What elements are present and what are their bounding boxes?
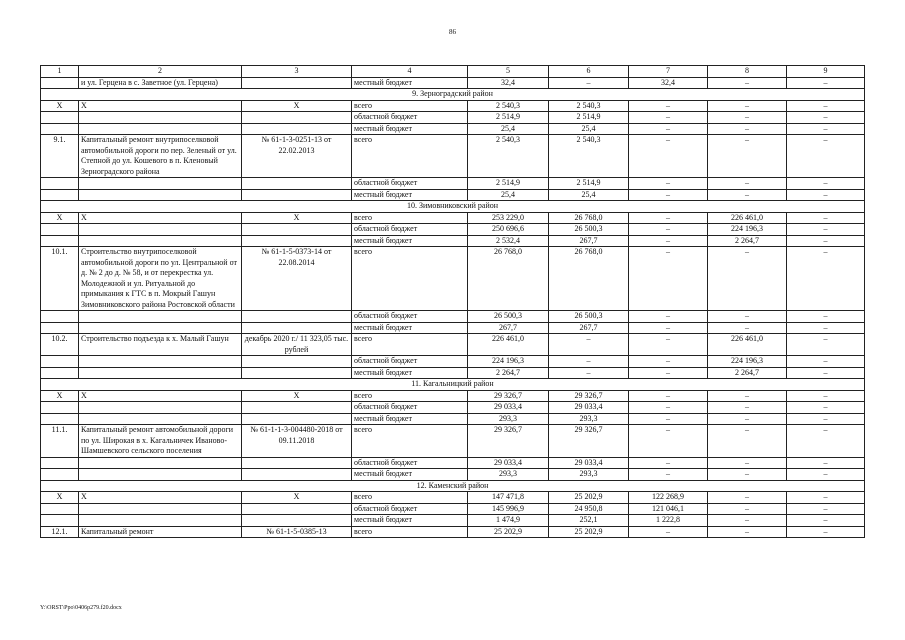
table-cell: № 61-1-5-0373-14 от 22.08.2014 <box>242 247 352 311</box>
table-cell <box>41 123 79 135</box>
table-cell: – <box>708 311 787 323</box>
table-cell <box>242 189 352 201</box>
table-cell: 25,4 <box>468 189 549 201</box>
table-cell: – <box>549 77 629 89</box>
table-cell: 293,3 <box>549 469 629 481</box>
table-cell <box>79 322 242 334</box>
table-cell: 32,4 <box>629 77 708 89</box>
table-cell: Строительство подъезда к х. Малый Гашун <box>79 334 242 356</box>
table-row <box>41 189 865 201</box>
table-cell: – <box>708 100 787 112</box>
table-row <box>41 77 865 89</box>
table-row <box>41 503 865 515</box>
table-cell: – <box>787 334 865 356</box>
table-cell: – <box>549 367 629 379</box>
table-cell: областной бюджет <box>352 224 468 236</box>
table-cell: – <box>787 390 865 402</box>
table-cell: 25 202,9 <box>468 526 549 538</box>
table-cell <box>242 413 352 425</box>
column-header: 4 <box>352 66 468 78</box>
table-row <box>41 247 865 311</box>
table-cell <box>41 367 79 379</box>
table-row <box>41 224 865 236</box>
table-cell: 9.1. <box>41 135 79 178</box>
file-path: Y:\ORST\Ppo\0406p279.f20.docx <box>40 605 122 611</box>
table-cell <box>242 402 352 414</box>
table-cell: – <box>787 311 865 323</box>
table-cell: – <box>629 402 708 414</box>
table-cell: – <box>629 356 708 368</box>
table-cell: – <box>708 178 787 190</box>
table-cell: – <box>629 425 708 458</box>
table-cell: – <box>787 503 865 515</box>
section-row <box>41 379 865 391</box>
table-cell <box>79 402 242 414</box>
table-cell <box>41 112 79 124</box>
table-cell: областной бюджет <box>352 178 468 190</box>
column-header: 1 <box>41 66 79 78</box>
table-cell: 2 514,9 <box>549 112 629 124</box>
table-cell: 26 768,0 <box>549 247 629 311</box>
table-cell: – <box>787 356 865 368</box>
table-cell: – <box>787 425 865 458</box>
table-cell: областной бюджет <box>352 503 468 515</box>
table-cell: – <box>787 224 865 236</box>
table-cell: № 61-1-3-0251-13 от 22.02.2013 <box>242 135 352 178</box>
table-cell: 250 696,6 <box>468 224 549 236</box>
table-cell: – <box>787 100 865 112</box>
table-cell: областной бюджет <box>352 356 468 368</box>
table-cell: – <box>629 413 708 425</box>
table-cell: Х <box>79 390 242 402</box>
table-cell: – <box>629 100 708 112</box>
table-cell <box>41 413 79 425</box>
table-cell: Х <box>41 390 79 402</box>
table-cell: 1 474,9 <box>468 515 549 527</box>
table-cell: – <box>787 178 865 190</box>
table-cell: 26 500,3 <box>468 311 549 323</box>
table-cell: 29 033,4 <box>549 457 629 469</box>
table-cell: 224 196,3 <box>468 356 549 368</box>
table-cell: областной бюджет <box>352 402 468 414</box>
section-title: 11. Кагальницкий район <box>41 379 865 391</box>
table-cell: 226 461,0 <box>708 334 787 356</box>
column-header: 6 <box>549 66 629 78</box>
table-cell: 2 540,3 <box>468 135 549 178</box>
table-cell <box>41 503 79 515</box>
table-cell: 29 033,4 <box>468 402 549 414</box>
table-row <box>41 212 865 224</box>
section-title: 9. Зерноградский район <box>41 89 865 101</box>
table-row <box>41 492 865 504</box>
table-cell: Х <box>242 492 352 504</box>
table-cell: – <box>787 235 865 247</box>
table-cell <box>41 457 79 469</box>
table-cell <box>242 77 352 89</box>
table-row <box>41 135 865 178</box>
table-cell: – <box>629 235 708 247</box>
table-cell: – <box>787 413 865 425</box>
table-cell: 10.2. <box>41 334 79 356</box>
table-cell: 226 461,0 <box>708 212 787 224</box>
table-cell: 26 500,3 <box>549 311 629 323</box>
table-cell: – <box>629 367 708 379</box>
table-cell <box>41 77 79 89</box>
table-cell: всего <box>352 492 468 504</box>
table-cell: 147 471,8 <box>468 492 549 504</box>
table-cell: всего <box>352 100 468 112</box>
budget-table <box>40 65 865 538</box>
table-cell: Капитальный ремонт внутрипоселковой автомобильной дороги по пер. Зеленый от ул. Степной до ул. Кошевого в п. Кленовый Зерноградского района <box>79 135 242 178</box>
table-cell <box>79 457 242 469</box>
table-cell: – <box>708 135 787 178</box>
table-cell: – <box>708 413 787 425</box>
table-cell <box>242 457 352 469</box>
table-cell: 2 540,3 <box>549 135 629 178</box>
table-cell <box>79 178 242 190</box>
table-cell: всего <box>352 425 468 458</box>
table-cell: 25,4 <box>468 123 549 135</box>
table-cell <box>242 367 352 379</box>
table-row <box>41 235 865 247</box>
table-cell: всего <box>352 212 468 224</box>
table-cell <box>79 356 242 368</box>
table-cell: – <box>708 425 787 458</box>
table-cell: – <box>629 322 708 334</box>
table-cell <box>79 112 242 124</box>
table-cell: – <box>787 77 865 89</box>
table-cell: – <box>629 189 708 201</box>
table-row <box>41 334 865 356</box>
table-cell: – <box>629 112 708 124</box>
table-cell: всего <box>352 526 468 538</box>
table-cell: 29 326,7 <box>468 425 549 458</box>
table-cell: № 61-1-5-0385-13 <box>242 526 352 538</box>
table-cell: 29 033,4 <box>549 402 629 414</box>
table-cell: местный бюджет <box>352 413 468 425</box>
table-cell: – <box>787 402 865 414</box>
table-cell: 25,4 <box>549 123 629 135</box>
table-cell <box>79 367 242 379</box>
table-cell <box>41 322 79 334</box>
table-cell: – <box>787 212 865 224</box>
table-cell: 29 033,4 <box>468 457 549 469</box>
table-cell: 25 202,9 <box>549 526 629 538</box>
table-cell: – <box>629 135 708 178</box>
table-cell <box>41 311 79 323</box>
table-cell: – <box>708 322 787 334</box>
table-cell: всего <box>352 247 468 311</box>
table-cell: 11.1. <box>41 425 79 458</box>
table-cell <box>242 469 352 481</box>
table-cell <box>79 413 242 425</box>
table-cell: – <box>629 334 708 356</box>
table-cell: 2 264,7 <box>708 367 787 379</box>
table-cell <box>242 515 352 527</box>
table-cell: – <box>708 123 787 135</box>
table-cell: – <box>708 469 787 481</box>
table-row <box>41 367 865 379</box>
table-cell: – <box>629 224 708 236</box>
table-cell: Х <box>41 212 79 224</box>
table-cell: – <box>629 469 708 481</box>
table-row <box>41 322 865 334</box>
table-cell: 26 768,0 <box>549 212 629 224</box>
table-cell: 253 229,0 <box>468 212 549 224</box>
table-cell: Х <box>242 212 352 224</box>
table-cell: 252,1 <box>549 515 629 527</box>
table-cell: 24 950,8 <box>549 503 629 515</box>
table-cell: 2 514,9 <box>549 178 629 190</box>
table-cell: местный бюджет <box>352 123 468 135</box>
table-cell <box>79 189 242 201</box>
table-row <box>41 425 865 458</box>
table-cell <box>79 224 242 236</box>
table-row <box>41 178 865 190</box>
table-cell <box>242 356 352 368</box>
table-row <box>41 123 865 135</box>
table-cell: 293,3 <box>468 469 549 481</box>
table-cell <box>41 356 79 368</box>
column-header: 3 <box>242 66 352 78</box>
table-cell: всего <box>352 135 468 178</box>
table-cell <box>79 123 242 135</box>
table-cell: – <box>787 469 865 481</box>
table-row <box>41 515 865 527</box>
table-row <box>41 100 865 112</box>
table-cell: 2 540,3 <box>549 100 629 112</box>
table-cell: – <box>787 112 865 124</box>
table-cell: 145 996,9 <box>468 503 549 515</box>
table-cell <box>79 235 242 247</box>
table-cell: 224 196,3 <box>708 356 787 368</box>
table-cell: – <box>549 356 629 368</box>
column-header: 8 <box>708 66 787 78</box>
table-cell: – <box>549 334 629 356</box>
table-cell <box>79 469 242 481</box>
table-cell: – <box>629 311 708 323</box>
table-row <box>41 311 865 323</box>
table-cell: Х <box>242 100 352 112</box>
table-cell: – <box>708 457 787 469</box>
table-cell: – <box>787 492 865 504</box>
table-cell: 122 268,9 <box>629 492 708 504</box>
table-cell: всего <box>352 334 468 356</box>
table-cell: – <box>787 457 865 469</box>
table-cell: Капитальный ремонт <box>79 526 242 538</box>
table-cell: Х <box>41 100 79 112</box>
table-row <box>41 356 865 368</box>
table-cell: 2 514,9 <box>468 112 549 124</box>
table-cell: 267,7 <box>468 322 549 334</box>
table-row <box>41 469 865 481</box>
table-cell: 224 196,3 <box>708 224 787 236</box>
section-title: 12. Каменский район <box>41 480 865 492</box>
table-row <box>41 457 865 469</box>
table-cell: декабрь 2020 г./ 11 323,05 тыс. рублей <box>242 334 352 356</box>
table-cell: 121 046,1 <box>629 503 708 515</box>
table-row <box>41 413 865 425</box>
table-cell: – <box>629 212 708 224</box>
table-cell: 2 532,4 <box>468 235 549 247</box>
table-cell: 10.1. <box>41 247 79 311</box>
table-cell <box>41 189 79 201</box>
column-header: 5 <box>468 66 549 78</box>
table-cell: 29 326,7 <box>468 390 549 402</box>
table-cell: – <box>708 77 787 89</box>
table-cell <box>41 469 79 481</box>
table-row <box>41 402 865 414</box>
table-cell: – <box>708 112 787 124</box>
table-cell: 2 540,3 <box>468 100 549 112</box>
table-cell: – <box>629 123 708 135</box>
table-header-row <box>41 66 865 78</box>
table-cell <box>79 311 242 323</box>
table-cell: – <box>629 390 708 402</box>
section-row <box>41 201 865 213</box>
table-cell: 293,3 <box>549 413 629 425</box>
table-cell: 26 768,0 <box>468 247 549 311</box>
table-cell: 25 202,9 <box>549 492 629 504</box>
table-cell: – <box>708 189 787 201</box>
table-cell: – <box>787 515 865 527</box>
table-cell: – <box>787 189 865 201</box>
table-cell: – <box>629 526 708 538</box>
table-cell: Х <box>242 390 352 402</box>
table-cell: 2 264,7 <box>708 235 787 247</box>
table-cell: местный бюджет <box>352 189 468 201</box>
table-cell: 293,3 <box>468 413 549 425</box>
column-header: 2 <box>79 66 242 78</box>
table-cell: – <box>629 457 708 469</box>
table-cell: – <box>787 135 865 178</box>
table-cell: – <box>787 526 865 538</box>
table-cell: 25,4 <box>549 189 629 201</box>
table-cell: Х <box>79 492 242 504</box>
table-cell: – <box>629 178 708 190</box>
table-cell <box>242 235 352 247</box>
section-title: 10. Зимовниковский район <box>41 201 865 213</box>
table-cell: 29 326,7 <box>549 425 629 458</box>
table-cell <box>242 112 352 124</box>
table-cell: – <box>708 515 787 527</box>
table-cell <box>41 515 79 527</box>
table-cell <box>242 224 352 236</box>
table-cell: – <box>629 247 708 311</box>
table-cell: и ул. Герцена в с. Заветное (ул. Герцена) <box>79 77 242 89</box>
table-cell: 267,7 <box>549 322 629 334</box>
table-cell: 29 326,7 <box>549 390 629 402</box>
table-cell <box>41 224 79 236</box>
table-cell <box>242 178 352 190</box>
table-cell: 226 461,0 <box>468 334 549 356</box>
section-row <box>41 480 865 492</box>
table-cell: № 61-1-1-3-004480-2018 от 09.11.2018 <box>242 425 352 458</box>
table-cell: местный бюджет <box>352 469 468 481</box>
table-cell <box>242 123 352 135</box>
column-header: 9 <box>787 66 865 78</box>
table-cell <box>79 503 242 515</box>
table-cell: – <box>787 247 865 311</box>
page-number: 86 <box>449 28 456 36</box>
table-cell <box>242 503 352 515</box>
table-cell: 2 264,7 <box>468 367 549 379</box>
table-cell: 26 500,3 <box>549 224 629 236</box>
table-row <box>41 390 865 402</box>
table-cell: – <box>708 247 787 311</box>
table-cell: местный бюджет <box>352 367 468 379</box>
table-cell: – <box>708 390 787 402</box>
table-cell: 32,4 <box>468 77 549 89</box>
table-cell <box>41 178 79 190</box>
table-row <box>41 112 865 124</box>
table-cell: Х <box>79 212 242 224</box>
column-header: 7 <box>629 66 708 78</box>
table-cell: Х <box>41 492 79 504</box>
table-cell <box>79 515 242 527</box>
table-cell: местный бюджет <box>352 235 468 247</box>
table-cell: Строительство внутрипоселковой автомобильной дороги по ул. Центральной от д. № 2 до д. № 58, и от перекрестка ул. Молодежной и ул. Ритуальной до примыкания к ГТС в п. Мокрый Гашун Зимовниковского района Ростовской области <box>79 247 242 311</box>
table-cell <box>242 311 352 323</box>
table-cell: областной бюджет <box>352 457 468 469</box>
table-cell <box>41 235 79 247</box>
section-row <box>41 89 865 101</box>
table-cell: – <box>708 526 787 538</box>
table-cell: 267,7 <box>549 235 629 247</box>
table-cell: – <box>787 123 865 135</box>
table-cell: – <box>708 503 787 515</box>
table-cell <box>242 322 352 334</box>
table-cell: 2 514,9 <box>468 178 549 190</box>
table-cell: местный бюджет <box>352 322 468 334</box>
table-cell: местный бюджет <box>352 77 468 89</box>
table-cell: – <box>708 492 787 504</box>
table-cell: – <box>787 322 865 334</box>
table-cell: 1 222,8 <box>629 515 708 527</box>
table-cell: местный бюджет <box>352 515 468 527</box>
table-cell: Х <box>79 100 242 112</box>
table-cell <box>41 402 79 414</box>
table-cell: 12.1. <box>41 526 79 538</box>
table-cell: – <box>787 367 865 379</box>
table-cell: – <box>708 402 787 414</box>
table-cell: областной бюджет <box>352 311 468 323</box>
table-row <box>41 526 865 538</box>
table-cell: всего <box>352 390 468 402</box>
table-cell: Капитальный ремонт автомобильной дороги по ул. Широкая в х. Кагальничек Иваново-Шамшевского сельского поселения <box>79 425 242 458</box>
table-cell: областной бюджет <box>352 112 468 124</box>
